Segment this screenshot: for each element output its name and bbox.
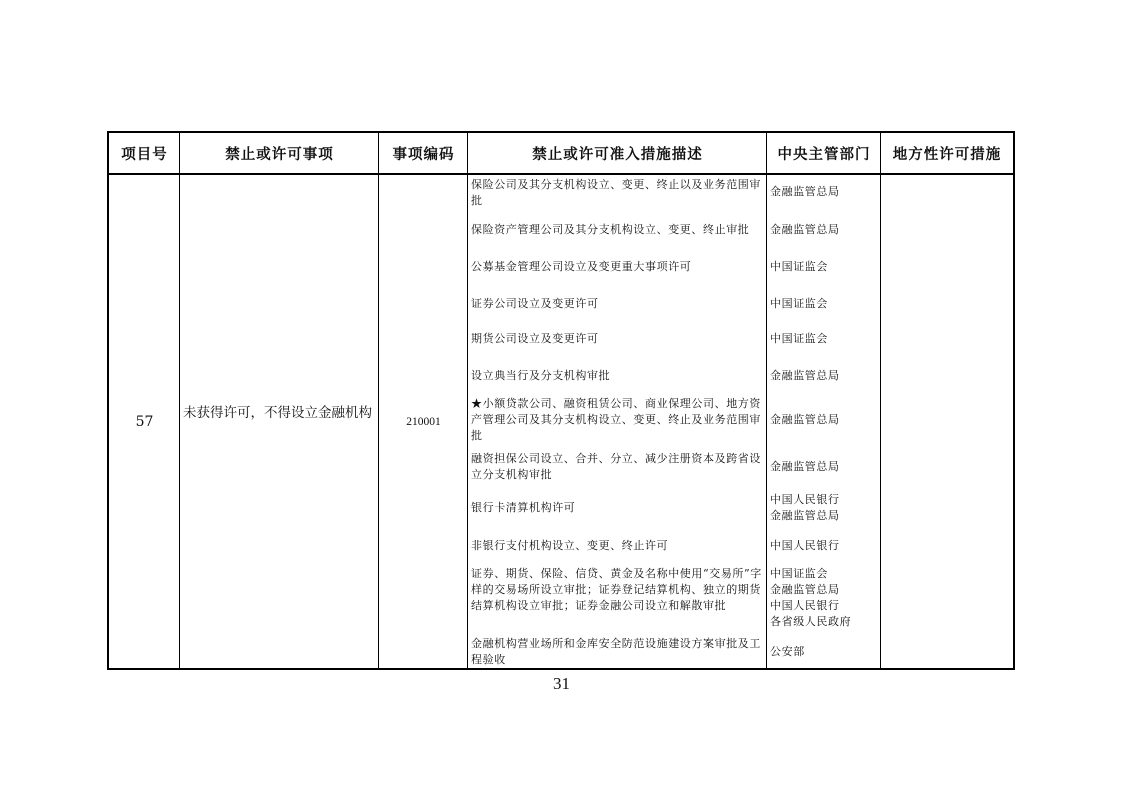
measure-description: ★小额贷款公司、融资租赁公司、商业保理公司、地方资产管理公司及其分支机构设立、变更、终止及业务范围审批 bbox=[471, 397, 761, 442]
table-header-row bbox=[109, 133, 1013, 175]
central-department: 金融监管总局 bbox=[770, 223, 840, 236]
central-department: 金融监管总局 bbox=[770, 185, 840, 198]
central-department: 中国人民银行 bbox=[770, 539, 840, 552]
central-department: 中国证监会 bbox=[770, 332, 828, 345]
measure-description: 金融机构营业场所和金库安全防范设施建设方案审批及工程验收 bbox=[471, 637, 761, 666]
central-department: 金融监管总局 bbox=[770, 460, 840, 473]
central-department: 中国人民银行 金融监管总局 bbox=[770, 493, 840, 522]
column-divider bbox=[179, 133, 180, 668]
central-department: 中国证监会 bbox=[770, 297, 828, 310]
central-department: 公安部 bbox=[770, 645, 805, 658]
header-item-no: 项目号 bbox=[121, 145, 168, 163]
measure-description: 证券、期货、保险、信贷、黄金及名称中使用“交易所”字样的交易场所设立审批；证券登记结算机构、独立的期货结算机构设立审批；证券金融公司设立和解散审批 bbox=[471, 567, 762, 612]
measure-description: 证券公司设立及变更许可 bbox=[471, 297, 599, 310]
license-table bbox=[107, 131, 1015, 670]
column-divider bbox=[766, 133, 767, 668]
measure-description: 保险资产管理公司及其分支机构设立、变更、终止审批 bbox=[471, 223, 750, 236]
item-name: 未获得许可，不得设立金融机构 bbox=[183, 405, 372, 421]
central-department: 中国证监会 金融监管总局 中国人民银行 各省级人民政府 bbox=[770, 567, 852, 628]
measure-description: 融资担保公司设立、合并、分立、减少注册资本及跨省设立分支机构审批 bbox=[471, 452, 761, 481]
measure-description: 设立典当行及分支机构审批 bbox=[471, 369, 611, 382]
item-code: 210001 bbox=[406, 416, 441, 428]
item-number: 57 bbox=[135, 414, 154, 430]
measure-description: 公募基金管理公司设立及变更重大事项许可 bbox=[471, 260, 692, 273]
central-department: 中国证监会 bbox=[770, 260, 828, 273]
header-measure-desc: 禁止或许可准入措施描述 bbox=[532, 145, 703, 163]
header-item-name: 禁止或许可事项 bbox=[225, 145, 334, 163]
header-item-code: 事项编码 bbox=[392, 145, 455, 163]
header-central-dept: 中央主管部门 bbox=[777, 145, 871, 163]
central-department: 金融监管总局 bbox=[770, 413, 840, 426]
header-local-measure: 地方性许可措施 bbox=[892, 145, 1002, 163]
page-number: 31 bbox=[553, 674, 570, 693]
measure-description: 银行卡清算机构许可 bbox=[471, 501, 576, 514]
measure-description: 保险公司及其分支机构设立、变更、终止以及业务范围审批 bbox=[471, 178, 761, 207]
column-divider bbox=[378, 133, 379, 668]
measure-description: 非银行支付机构设立、变更、终止许可 bbox=[471, 539, 669, 552]
measure-description: 期货公司设立及变更许可 bbox=[471, 332, 599, 345]
column-divider bbox=[467, 133, 468, 668]
column-divider bbox=[880, 133, 881, 668]
central-department: 金融监管总局 bbox=[770, 369, 840, 382]
